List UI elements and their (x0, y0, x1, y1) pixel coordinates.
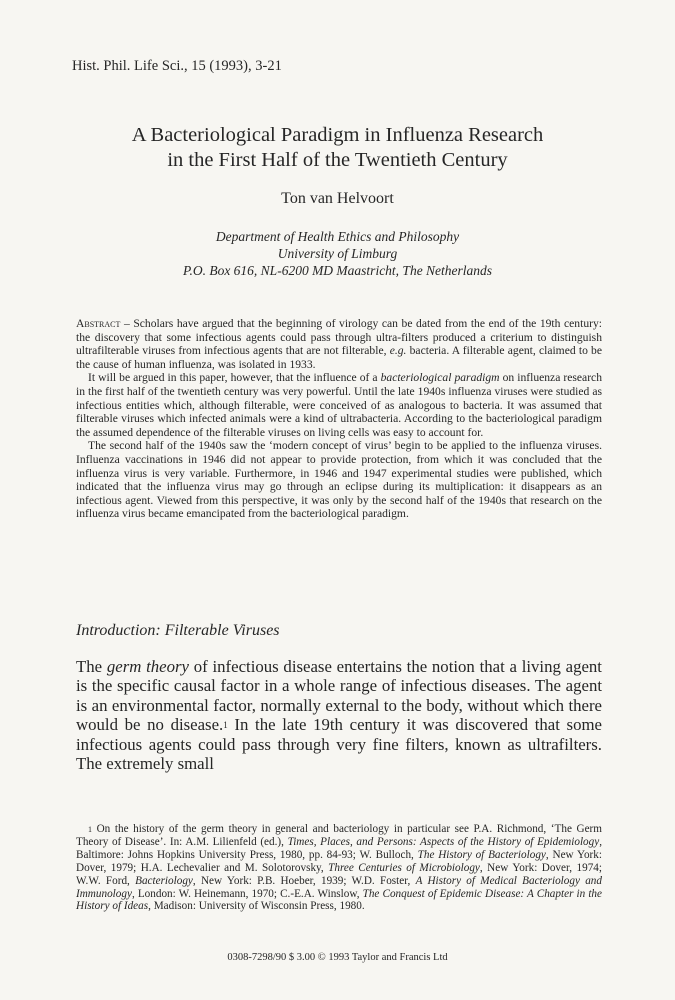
footnote-text: , Baltimore: Johns Hopkins University Press, 1980, pp. 84-93; W. Bulloch, (76, 835, 602, 861)
footnote-marker: 1 (88, 825, 92, 834)
footnote-citation-title: The History of Bacteriology (417, 848, 546, 861)
body-emphasis: germ theory (106, 657, 189, 676)
abstract-eg: e.g. (389, 344, 407, 358)
footnote-citation-title: Times, Places, and Persons: Aspects of the History of Epidemiology (287, 835, 600, 848)
abstract-paragraph-1 (76, 317, 602, 371)
copyright-line: 0308-7298/90 $ 3.00 © 1993 Taylor and Francis Ltd (227, 952, 448, 963)
title-line-1: A Bacteriological Paradigm in Influenza Research (131, 124, 544, 146)
footnote-text: , New York: Dover, 1974; W.W. Ford, (76, 861, 602, 887)
author-affiliation (0, 228, 675, 279)
footnote-text: , New York: P.B. Hoeber, 1939; W.D. Foster, (192, 874, 416, 887)
footnote-citation-title: Three Centuries of Microbiology (328, 861, 480, 874)
author-name: Ton van Helvoort (281, 190, 394, 207)
abstract-emphasis: bacteriological paradigm (380, 371, 500, 385)
abstract-paragraph-3: The second half of the 1940s saw the ‘modern concept of virus’ begin to be applied to the influenza viruses. Influenza vaccinations in 1946 did not appear to provide protection, from which it was concluded that the influenza virus is very variable. Furthermore, in 1946 and 1947 experimental studies were published, which indicated that the influenza virus may go through an eclipse during its multiplication: it disappears as an infectious agent. Viewed from this perspective, it was only by the second half of the 1940s that research on the influenza virus became emancipated from the bacteriological paradigm. (76, 439, 602, 521)
affiliation-address: P.O. Box 616, NL-6200 MD Maastricht, The Netherlands (182, 263, 493, 278)
title-line-2: in the First Half of the Twentieth Century (167, 149, 508, 171)
footnote-citation-title: A History of Medical Bacteriology and Immunology (76, 874, 602, 900)
abstract-text: bacteria. A filterable agent, claimed to be the cause of human influenza, was isolated in 1933. (76, 344, 603, 371)
abstract-paragraph-2 (76, 371, 602, 439)
footnote-text: , Madison: University of Wisconsin Press, 1980. (148, 900, 365, 913)
footnote (76, 823, 602, 913)
abstract-label: Abstract (76, 317, 121, 330)
body-text: In the late 19th century it was discovered that some infectious agents could pass through very fine filters, known as ultrafilters. The extremely small (76, 715, 602, 774)
affiliation-department: Department of Health Ethics and Philosophy (215, 229, 460, 244)
paper-title (0, 123, 675, 173)
abstract (76, 317, 602, 521)
footnote-text: On the history of the germ theory in general and bacteriology in particular see P.A. Richmond, ‘The Germ Theory of Disease’. In: A.M. Lilienfeld (ed.), (76, 823, 602, 848)
footnote-citation-title: The Conquest of Epidemic Disease: A Chapter in the History of Ideas (76, 887, 602, 913)
section-heading: Introduction: Filterable Viruses (76, 622, 280, 639)
body-paragraph (76, 657, 602, 773)
abstract-text: – Scholars have argued that the beginning of virology can be dated from the end of the 19th century: the discovery that some infectious agents could pass through ultra-filters produced a criterium to distinguish ultrafilterable viruses from infectious agents that are not filterable, (76, 317, 602, 358)
footnote-citation-title: Bacteriology (135, 874, 193, 887)
body-text: The (76, 657, 107, 676)
footnote-text: , New York: Dover, 1979; H.A. Lechevalier and M. Solotorovsky, (76, 848, 602, 874)
footnote-text: , London: W. Heinemann, 1970; C.-E.A. Winslow, (131, 887, 363, 900)
abstract-text: It will be argued in this paper, however, that the influence of a (88, 371, 381, 385)
journal-citation: Hist. Phil. Life Sci., 15 (1993), 3-21 (72, 58, 282, 74)
body-text: of infectious disease entertains the notion that a living agent is the specific causal factor in a whole range of infectious diseases. The agent is an environmental factor, normally external to the body, without which there would be no disease. (76, 657, 602, 735)
abstract-text: on influenza research in the first half of the twentieth century was very powerful. Until the late 1940s influenza viruses were studied as infectious entities which, although filterable, were conceived of as analogous to bacteria. It was assumed that filterable viruses which infected animals were a kind of ultrabacteria. According to the bacteriological paradigm the assumed dependence of the filterable viruses on living cells was easy to account for. (76, 371, 602, 439)
footnote-reference[interactable]: 1 (223, 720, 228, 731)
affiliation-university: University of Limburg (277, 246, 398, 261)
